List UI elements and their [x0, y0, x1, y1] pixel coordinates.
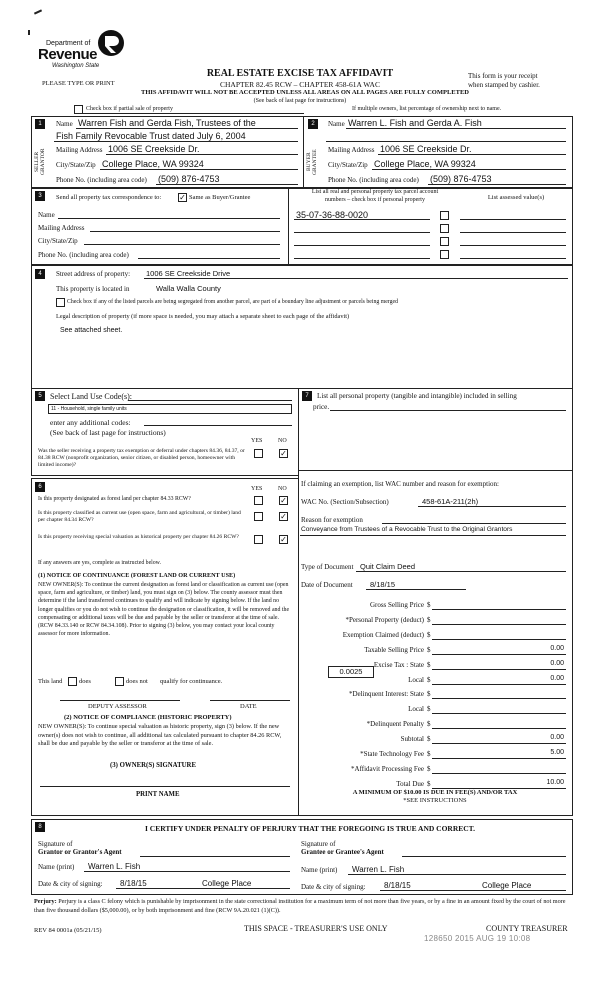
seller-name-field-1[interactable]: Warren Fish and Gerda Fish, Trustees of the: [78, 118, 256, 128]
tax-row-rule: [432, 698, 566, 699]
notice-compliance-body: NEW OWNER(S): To continue special valuation as historic property, sign (3) below. If the new owner(s) does not wish to continue, all additional tax calculated pursuant to chapter 84.26 RCW, shall be due and payable by the seller or transferor at the time of sale.: [38, 723, 282, 747]
street-address-field[interactable]: 1006 SE Creekside Drive: [146, 269, 231, 278]
corr-name-label: Name: [38, 211, 55, 219]
corr-name-rule: [58, 218, 280, 219]
section-7-number: 7: [302, 391, 312, 401]
seller-grantor-label: SELLER GRANTOR: [34, 148, 46, 176]
tax-row-label: *Affidavit Processing Fee: [351, 765, 424, 773]
owner-signature-label: (3) OWNER(S) SIGNATURE: [110, 762, 196, 769]
grantor-date-rule: [116, 888, 290, 889]
county-treasurer: COUNTY TREASURER: [486, 924, 568, 933]
tax-row-dollar: $: [427, 690, 431, 698]
grantee-sig-rule: [402, 856, 566, 857]
wac-label: WAC No. (Section/Subsection): [301, 498, 389, 506]
tax-row-dollar: $: [427, 735, 431, 743]
dept-of-label: Department of: [46, 40, 91, 47]
parcel-personal-checkbox-1[interactable]: [440, 211, 449, 220]
additional-codes-rule: [144, 425, 292, 426]
parcel-header-2: numbers – check box if personal property: [325, 197, 425, 203]
grantee-agent-label: Grantee or Grantee's Agent: [301, 848, 384, 856]
deputy-assessor-label: DEPUTY ASSESSOR: [88, 703, 147, 710]
grantor-name-rule: [84, 871, 290, 872]
land-use-see-back: (See back of last page for instructions): [50, 428, 166, 437]
local-rate-field[interactable]: 0.0025: [328, 666, 374, 678]
notice-compliance-title: (2) NOTICE OF COMPLIANCE (HISTORIC PROPERTY): [64, 714, 232, 721]
buyer-grantee-label: BUYER GRANTEE: [306, 149, 318, 175]
tax-row-label: *Personal Property (deduct): [345, 616, 424, 624]
s6-question-1: Is this property designated as forest land per chapter 84.33 RCW?: [38, 496, 191, 502]
wac-field[interactable]: 458-61A-211(2h): [422, 497, 479, 506]
reason-rule-2: [300, 535, 566, 536]
land-use-select[interactable]: 11 - Household, single family units: [48, 404, 292, 414]
doc-date-label: Date of Document: [301, 581, 353, 589]
parcel-personal-checkbox-4[interactable]: [440, 250, 449, 259]
receipt-stamp: 128650 2015 AUG 19 10:08: [424, 934, 531, 943]
grantee-name-rule: [348, 874, 566, 875]
corr-phone-label: Phone No. (including area code): [38, 251, 129, 259]
tax-row-label: Taxable Selling Price: [364, 646, 424, 654]
buyer-city-label: City/State/Zip: [328, 161, 368, 169]
tax-row-rule: [432, 684, 566, 685]
buyer-city-rule: [372, 169, 566, 170]
state-label: Washington State: [52, 63, 100, 69]
tax-row-label: Total Due: [396, 780, 424, 788]
additional-codes-label: enter any additional codes:: [50, 418, 131, 427]
tax-row-value[interactable]: 5.00: [550, 749, 564, 756]
s6-q2-yes-checkbox[interactable]: [254, 512, 263, 521]
buyer-phone-field[interactable]: (509) 876-4753: [430, 174, 492, 184]
tax-row-label: Exemption Claimed (deduct): [342, 631, 424, 639]
tax-row-dollar: $: [427, 616, 431, 624]
certify-statement: I CERTIFY UNDER PENALTY OF PERJURY THAT THE FOREGOING IS TRUE AND CORRECT.: [144, 824, 475, 833]
s6-if-yes: If any answers are yes, complete as instructed below.: [38, 560, 161, 566]
parcel-header-1: List all real and personal property tax parcel account: [311, 189, 439, 195]
seller-name-label: Name: [56, 120, 73, 128]
seller-name-rule-1: [76, 128, 298, 129]
section-8-number: 8: [35, 822, 45, 832]
parcel-personal-checkbox-2[interactable]: [440, 224, 449, 233]
s5-q1-no-checkbox[interactable]: ✓: [280, 449, 287, 458]
same-as-buyer-checkbox[interactable]: ✓: [179, 193, 186, 202]
tax-row-label: Gross Selling Price: [369, 601, 424, 609]
tax-row-rule: [432, 624, 566, 625]
buyer-mailing-label: Mailing Address: [328, 146, 375, 154]
doc-type-rule: [356, 571, 566, 572]
seller-phone-rule: [156, 184, 298, 185]
grantor-city-field[interactable]: College Place: [202, 879, 252, 888]
revenue-logo-mark: [96, 28, 126, 58]
send-correspondence-label: Send all property tax correspondence to:: [56, 194, 162, 201]
seller-mailing-rule: [106, 154, 298, 155]
tax-row-rule: [432, 639, 566, 640]
deputy-date-label: DATE: [240, 703, 257, 710]
s7-divider: [298, 470, 572, 471]
personal-property-rule: [330, 410, 566, 411]
reason-field[interactable]: Conveyance from Trustees of a Revocable Trust to the Original Grantors: [301, 526, 513, 533]
parcel-rule-1: [294, 219, 430, 220]
located-in-field[interactable]: Walla Walla County: [156, 284, 221, 293]
tax-row-dollar: $: [427, 780, 431, 788]
buyer-name-rule-1: [346, 128, 566, 129]
minimum-due-notice: A MINIMUM OF $10.00 IS DUE IN FEE(S) AND/OR TAX: [352, 789, 518, 796]
grantee-date-label: Date & city of signing:: [301, 883, 366, 891]
tax-row-label: Subtotal: [400, 735, 424, 743]
type-or-print: PLEASE TYPE OR PRINT: [42, 80, 115, 87]
assessed-rule-2: [460, 232, 566, 233]
s6-q1-yes-checkbox[interactable]: [254, 496, 263, 505]
parcel-number-field[interactable]: 35-07-36-88-0020: [296, 210, 369, 220]
grantor-sig-of: Signature of: [38, 840, 73, 848]
tax-row-label: *Delinquent Penalty: [366, 720, 424, 728]
parcel-rule-4: [294, 258, 430, 259]
legal-description-field[interactable]: See attached sheet.: [60, 327, 123, 334]
street-address-label: Street address of property:: [56, 270, 131, 278]
revenue-wordmark: Revenue: [38, 46, 98, 63]
buyer-phone-rule: [428, 184, 566, 185]
seller-phone-field[interactable]: (509) 876-4753: [158, 174, 220, 184]
land-qualify-label: This land: [38, 678, 63, 685]
notice-continuance-body: NEW OWNER(S): To continue the current designation as forest land or classification as current use (open space, farm and agriculture, or timber) land, you must sign on (3) below. The county assessor must then determine if the land transferred continues to qualify and will indicate by signing below. If the land no longer qualifies or you do not wish to continue the designation or classification, it will be removed and the compensating or additional taxes will be due and payable by the seller or transferor at the time of sale. (RCW 84.33.140 or RCW 84.34.108). Prior to signing (3) below, you may contact your local county assessor for more information.: [38, 582, 290, 638]
assessed-rule-3: [460, 245, 566, 246]
grantor-name-field[interactable]: Warren L. Fish: [88, 862, 141, 871]
buyer-mailing-field[interactable]: 1006 SE Creekside Dr.: [380, 144, 472, 154]
seller-city-rule: [100, 169, 298, 170]
doc-date-rule: [366, 589, 466, 590]
grantee-city-field[interactable]: College Place: [482, 881, 532, 890]
corr-phone-rule: [138, 258, 280, 259]
notice-continuance-title: (1) NOTICE OF CONTINUANCE (FOREST LAND OR CURRENT USE): [38, 572, 236, 579]
tax-row-dollar: $: [427, 676, 431, 684]
form-title: REAL ESTATE EXCISE TAX AFFIDAVIT: [206, 68, 394, 79]
see-instructions: *SEE INSTRUCTIONS: [403, 797, 467, 804]
tax-row-rule: [432, 728, 566, 729]
tax-row-dollar: $: [427, 646, 431, 654]
buyer-phone-label: Phone No. (including area code): [328, 176, 419, 184]
wac-header: If claiming an exemption, list WAC number and reason for exemption:: [301, 480, 499, 488]
tax-row-value[interactable]: 0.00: [550, 645, 564, 652]
grantor-date-field[interactable]: 8/18/15: [120, 879, 147, 888]
s6-yes-header: YES: [251, 486, 263, 492]
tax-row-value[interactable]: 10.00: [546, 779, 564, 786]
corr-city-label: City/State/Zip: [38, 237, 78, 245]
s6-question-2: Is this property classified as current use (open space, farm and agricultural, or timber) land per chapter 84.34 RCW?: [38, 510, 241, 523]
buyer-name-rule-2: [326, 141, 566, 142]
tax-row-dollar: $: [427, 601, 431, 609]
perjury-notice: [34, 898, 568, 915]
treasurer-space: THIS SPACE - TREASURER'S USE ONLY: [244, 924, 388, 933]
tax-row-value[interactable]: 0.00: [550, 734, 564, 741]
seller-mailing-field[interactable]: 1006 SE Creekside Dr.: [108, 144, 200, 154]
partial-sale-label: Check box if partial sale of property: [86, 106, 173, 112]
section-5-number: 5: [35, 391, 45, 401]
same-as-buyer-label: Same as Buyer/Grantee: [189, 194, 251, 201]
reason-rule: [382, 523, 566, 524]
land-use-label: Select Land Use Code(s):: [50, 392, 132, 401]
seller-mailing-label: Mailing Address: [56, 146, 103, 154]
tax-row-value[interactable]: 0.00: [550, 675, 564, 682]
scan-mark: [34, 9, 42, 14]
parcel-personal-checkbox-3[interactable]: [440, 237, 449, 246]
doc-type-field[interactable]: Quit Claim Deed: [360, 562, 416, 571]
personal-property-label-2: price.: [313, 403, 330, 411]
seller-city-label: City/State/Zip: [56, 161, 96, 169]
perjury-label: Perjury:: [34, 898, 57, 905]
form-revision: REV 84 0001a (05/21/15): [34, 927, 102, 934]
s6-q3-yes-checkbox[interactable]: [254, 535, 263, 544]
grantor-date-label: Date & city of signing:: [38, 880, 103, 888]
deputy-assessor-rule: [60, 700, 180, 701]
section-3-number: 3: [35, 191, 45, 201]
legal-description-label: Legal description of property (if more space is needed, you may attach a separate sheet to each page of the affidavit): [56, 313, 350, 320]
tax-row-rule: [432, 758, 566, 759]
tax-row-rule: [432, 609, 566, 610]
grantee-date-rule: [380, 890, 566, 891]
tax-row-label: Excise Tax : State: [373, 661, 424, 669]
land-qualify-suffix: qualify for continuance.: [160, 678, 223, 685]
seller-phone-label: Phone No. (including area code): [56, 176, 147, 184]
tax-row-label: Local: [408, 676, 424, 684]
s6-q2-no-checkbox[interactable]: ✓: [280, 512, 287, 521]
tax-row-dollar: $: [427, 631, 431, 639]
grantor-agent-label: Grantor or Grantor's Agent: [38, 848, 122, 856]
buyer-name-field[interactable]: Warren L. Fish and Gerda A. Fish: [348, 118, 482, 128]
grantor-sig-rule: [140, 856, 290, 857]
s6-question-3: Is this property receiving special valuation as historical property per chapter 84.26 RCW?: [38, 534, 239, 540]
grantee-sig-of: Signature of: [301, 840, 336, 848]
s5-q1-yes-checkbox[interactable]: [254, 449, 263, 458]
seller-city-field[interactable]: College Place, WA 99324: [102, 159, 204, 169]
see-back-notice: (See back of last page for instructions): [253, 98, 347, 104]
parcel-rule-3: [294, 245, 430, 246]
buyer-mailing-rule: [378, 154, 566, 155]
wac-rule: [418, 506, 566, 507]
tax-row-label: *Delinquent Interest: State: [348, 690, 424, 698]
perjury-text: Perjury is a class C felony which is punishable by imprisonment in the state correctional institution for a maximum term of not more than five years, or by a fine in an amount fixed by the court of not more than five thousand dollars ($5,000.00), or by both imprisonment and fine (RCW 9A.20.021 (1)(C)).: [34, 898, 566, 914]
land-does-label: does: [79, 678, 91, 685]
tax-row-rule: [432, 654, 566, 655]
deputy-date-rule: [210, 700, 290, 701]
tax-row-rule: [432, 669, 566, 670]
receipt-line-2: when stamped by cashier.: [468, 81, 540, 89]
doc-date-field[interactable]: 8/18/15: [370, 580, 396, 589]
located-in-label: This property is located in: [56, 285, 130, 293]
street-address-rule: [144, 278, 568, 279]
doc-type-label: Type of Document: [301, 563, 354, 571]
reason-label: Reason for exemption: [301, 516, 363, 524]
s6-q1-no-checkbox[interactable]: ✓: [280, 496, 287, 505]
parcel-rule-2: [294, 232, 430, 233]
section-1-number: 1: [35, 119, 45, 129]
tax-row-label: *State Technology Fee: [360, 750, 424, 758]
form-chapter: CHAPTER 82.45 RCW – CHAPTER 458-61A WAC: [220, 80, 380, 89]
s5-no-header: NO: [278, 438, 287, 444]
grantee-date-field[interactable]: 8/18/15: [384, 881, 411, 890]
tax-row-dollar: $: [427, 750, 431, 758]
not-accepted-notice: THIS AFFIDAVIT WILL NOT BE ACCEPTED UNLESS ALL AREAS ON ALL PAGES ARE FULLY COMPLETED: [141, 89, 469, 96]
assessed-header: List assessed value(s): [487, 194, 545, 201]
section-4-number: 4: [35, 269, 45, 279]
grantor-name-label: Name (print): [38, 863, 75, 871]
tax-row-value[interactable]: 0.00: [550, 660, 564, 667]
s5-yes-header: YES: [251, 438, 263, 444]
seller-name-rule-2: [54, 141, 298, 142]
tax-row-dollar: $: [427, 705, 431, 713]
multiple-owners-note: If multiple owners, list percentage of ownership next to name.: [352, 106, 502, 112]
owner-signature-rule: [40, 786, 290, 787]
tax-row-dollar: $: [427, 765, 431, 773]
corr-mailing-label: Mailing Address: [38, 224, 85, 232]
revenue-logo: [38, 28, 138, 70]
tax-row-dollar: $: [427, 720, 431, 728]
segregated-label: Check box if any of the listed parcels are being segregated from another parcel, are part of a boundary line adjustment or parcels being merged: [67, 299, 398, 305]
land-does-not-label: does not: [126, 678, 148, 685]
grantee-name-label: Name (print): [301, 866, 338, 874]
land-does-checkbox[interactable]: [68, 677, 77, 686]
section-6-number: 6: [35, 482, 45, 492]
grantee-name-field[interactable]: Warren L. Fish: [352, 865, 405, 874]
tax-row-rule: [432, 743, 566, 744]
tax-row-label: Local: [408, 705, 424, 713]
partial-sale-rule: [74, 113, 304, 114]
land-does-not-checkbox[interactable]: [115, 677, 124, 686]
s6-q3-no-checkbox[interactable]: ✓: [280, 535, 287, 544]
personal-property-label: List all personal property (tangible and intangible) included in selling: [317, 392, 517, 400]
scan-mark-2: [28, 30, 30, 35]
assessed-rule-1: [460, 219, 566, 220]
corr-mailing-rule: [90, 231, 280, 232]
receipt-line-1: This form is your receipt: [468, 72, 538, 80]
tax-row-rule: [432, 773, 566, 774]
s6-no-header: NO: [278, 486, 287, 492]
seller-name-field-2[interactable]: Fish Family Revocable Trust dated July 6, 2004: [56, 131, 246, 141]
assessed-rule-4: [460, 258, 566, 259]
tax-row-dollar: $: [427, 661, 431, 669]
buyer-city-field[interactable]: College Place, WA 99324: [374, 159, 476, 169]
print-name-label: PRINT NAME: [136, 791, 180, 798]
tax-row-rule: [432, 713, 566, 714]
buyer-name-label: Name: [328, 120, 345, 128]
land-use-rule: [128, 400, 292, 401]
section-3-divider: [288, 188, 289, 264]
section-2-number: 2: [308, 119, 318, 129]
s5-question-1: Was the seller receiving a property tax exemption or deferral under chapters 84.36, 84.37, or 84.38 RCW (nonprofit organization, senior citizen, or disabled person, homeowner with limited income)?: [38, 448, 245, 468]
corr-city-rule: [84, 244, 280, 245]
segregated-checkbox[interactable]: [56, 298, 65, 307]
